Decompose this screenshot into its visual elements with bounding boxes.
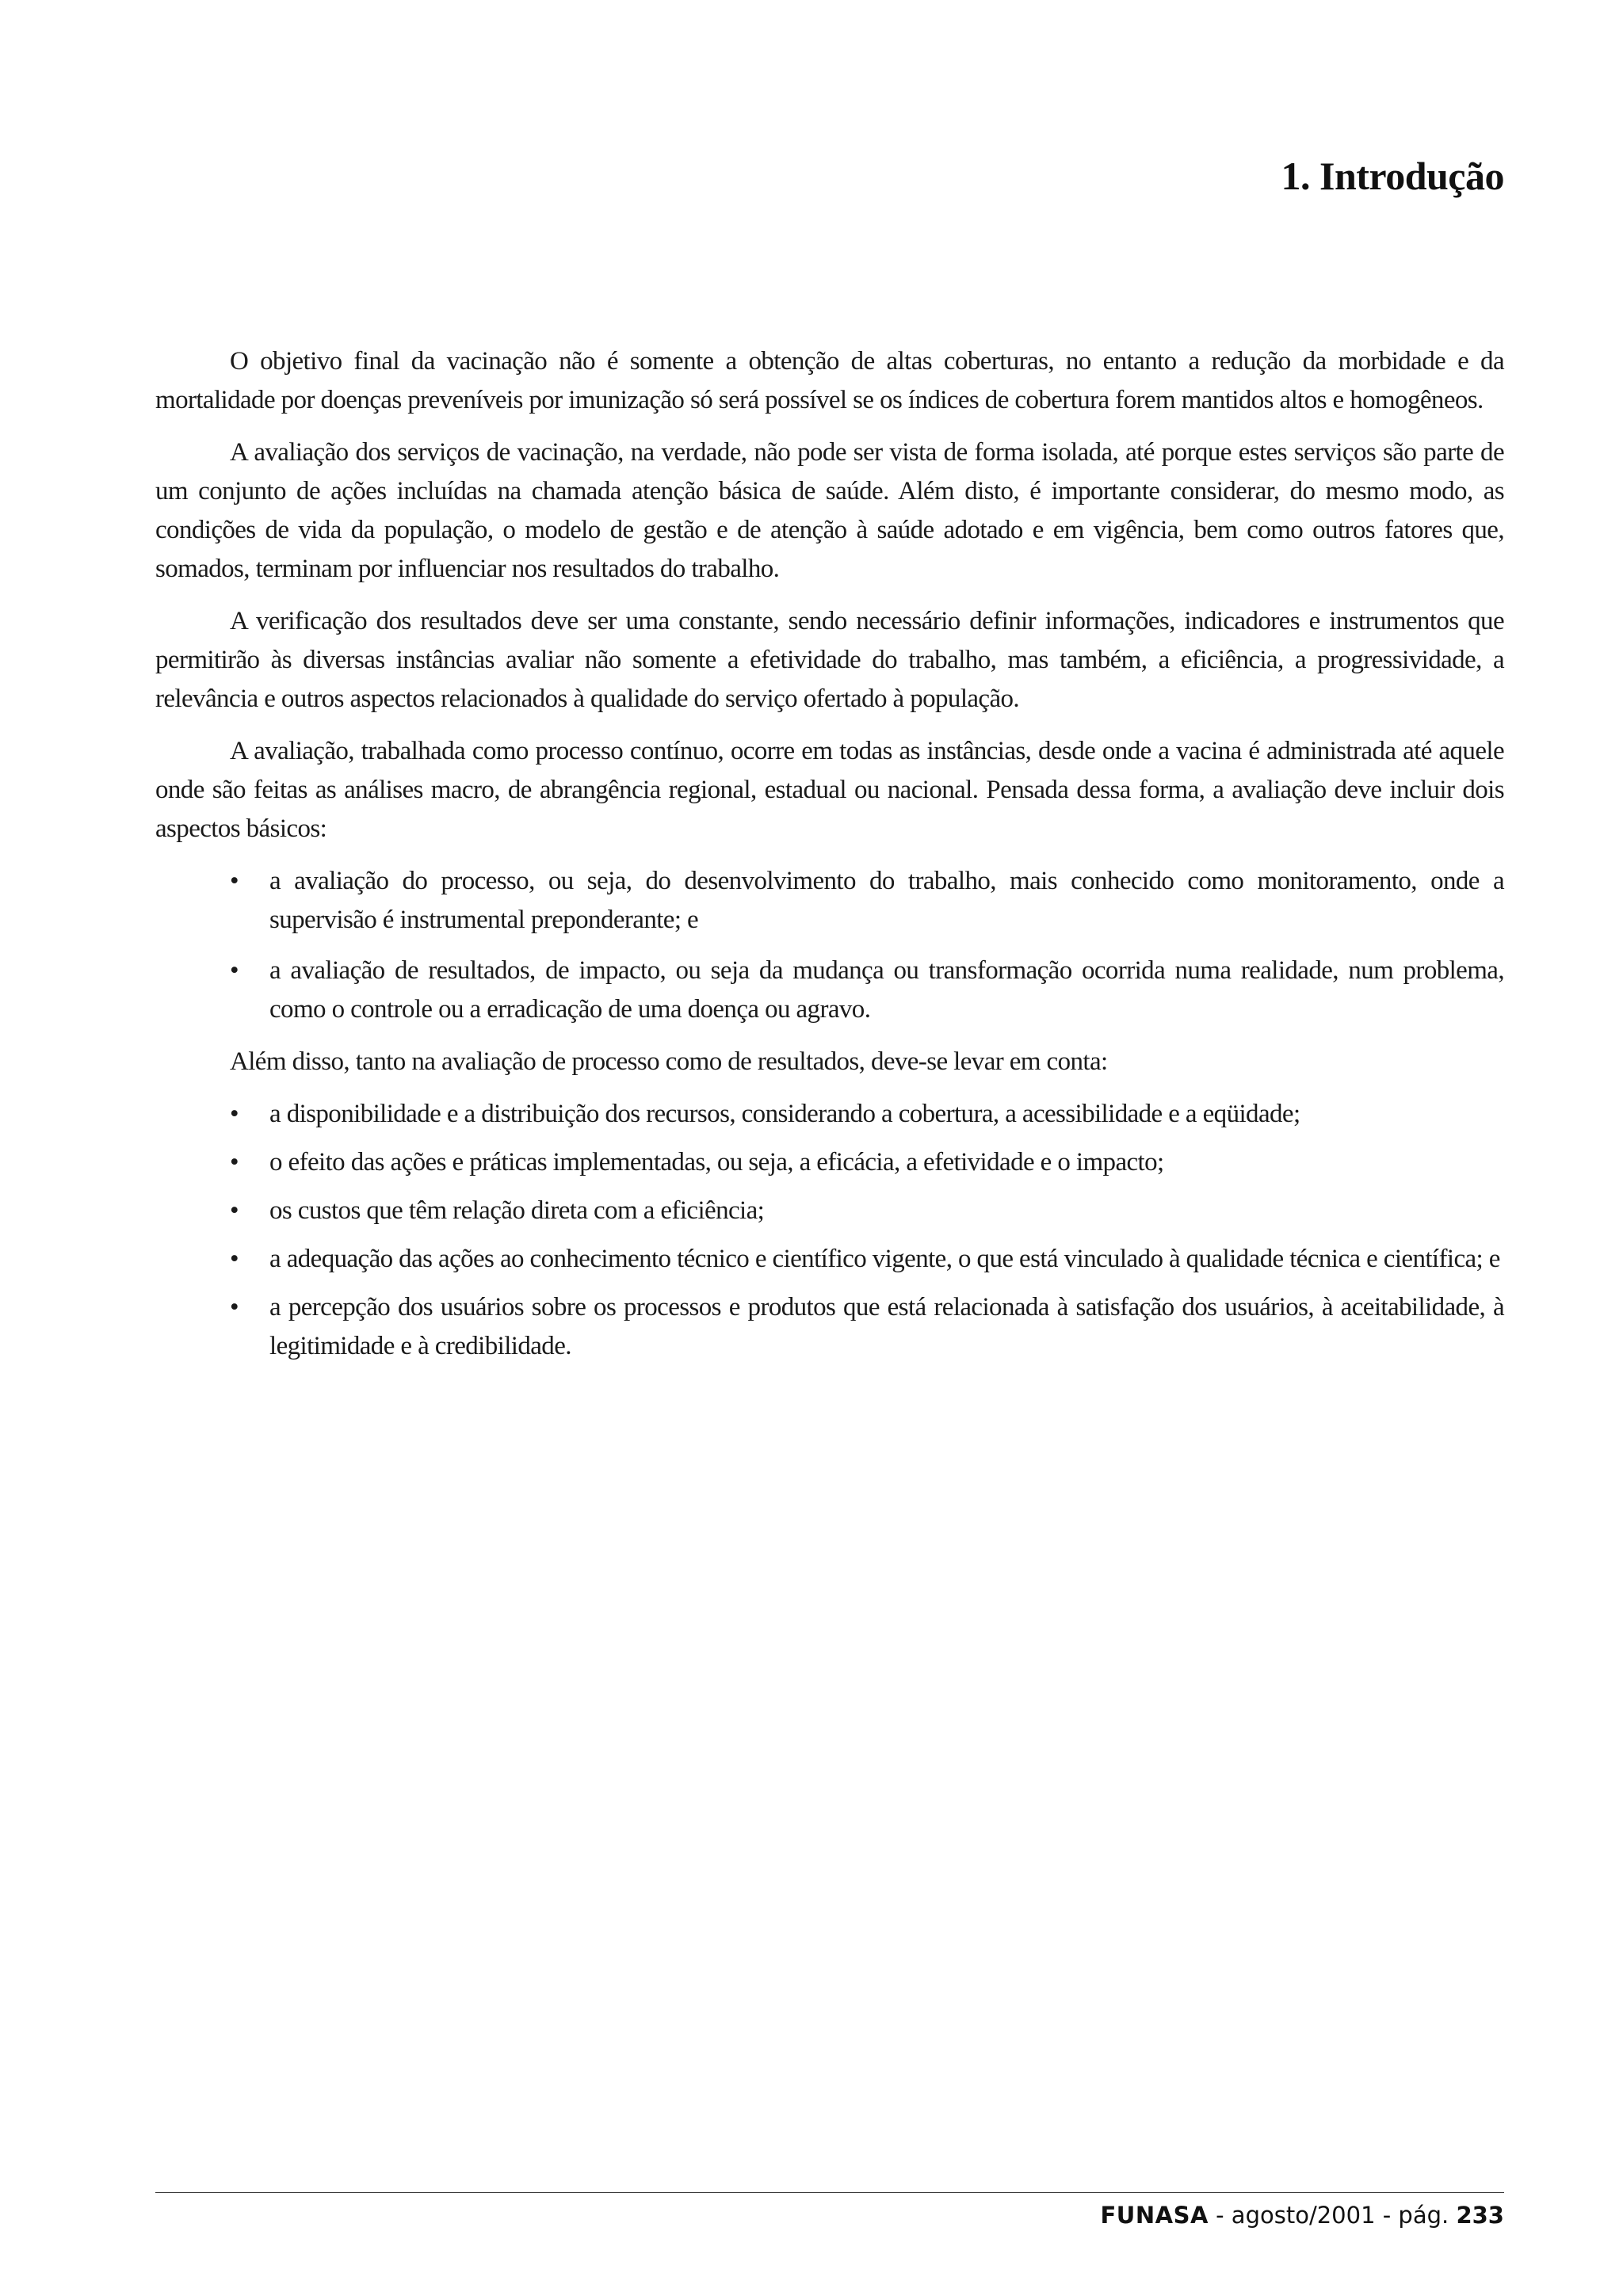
list-item-text: a adequação das ações ao conhecimento técnico e científico vigente, o que está vinculado à qualidade técnica e científica; e [269, 1245, 1500, 1273]
footer-divider [155, 2192, 1504, 2193]
list-item [155, 1288, 1504, 1366]
list-item [155, 1192, 1504, 1230]
list-item-text: a avaliação de resultados, de impacto, ou seja da mudança ou transformação ocorrida numa realidade, num problema, como o controle ou a erradicação de uma doença ou agravo. [269, 956, 1504, 1024]
paragraph-continuous-process: A avaliação, trabalhada como processo contínuo, ocorre em todas as instâncias, desde onde a vacina é administrada até aquele onde são feitas as análises macro, de abrangência regional, estadual ou nacional. Pensada dessa forma, a avaliação deve incluir dois aspectos básicos: [155, 737, 1504, 843]
bullet-glyph: • [230, 1293, 239, 1322]
list-item-text: a disponibilidade e a distribuição dos recursos, considerando a cobertura, a acessibilidade e a eqüidade; [269, 1100, 1300, 1128]
main-content [155, 342, 1504, 1379]
list-item-text: a percepção dos usuários sobre os processos e produtos que está relacionada à satisfação dos usuários, à aceitabilidade, à legitimidade e à credibilidade. [269, 1293, 1504, 1360]
basic-aspects-list [155, 862, 1504, 1029]
page-number: 233 [1456, 2202, 1504, 2229]
page-title: 1. Introdução [1281, 154, 1504, 198]
bullet-glyph: • [230, 1100, 239, 1128]
list-item-text: os custos que têm relação direta com a eficiência; [269, 1196, 765, 1225]
list-item [155, 1095, 1504, 1134]
footer-date: - agosto/2001 - pág. [1208, 2202, 1457, 2229]
bullet-glyph: • [230, 1196, 239, 1225]
bullet-glyph: • [230, 956, 239, 985]
considerations-list [155, 1095, 1504, 1366]
footer-brand: FUNASA [1100, 2202, 1209, 2229]
paragraph-considerations: Além disso, tanto na avaliação de processo como de resultados, deve-se levar em conta: [230, 1047, 1108, 1076]
bullet-glyph: • [230, 1148, 239, 1177]
list-item-text: a avaliação do processo, ou seja, do desenvolvimento do trabalho, mais conhecido como monitoramento, onde a supervisão é instrumental preponderante; e [269, 867, 1504, 934]
bullet-glyph: • [230, 867, 239, 895]
bullet-glyph: • [230, 1245, 239, 1273]
list-item [155, 862, 1504, 940]
list-item [155, 952, 1504, 1029]
list-item [155, 1143, 1504, 1182]
paragraph-results-verification: A verificação dos resultados deve ser uma constante, sendo necessário definir informações, indicadores e instrumentos que permitirão às diversas instâncias avaliar não somente a efetividade do trabalho, mas também, a eficiência, a progressividade, a relevância e outros aspectos relacionados à qualidade do serviço ofertado à população. [155, 607, 1504, 713]
list-item [155, 1240, 1504, 1279]
paragraph-objective: O objetivo final da vacinação não é somente a obtenção de altas coberturas, no entanto a redução da morbidade e da mortalidade por doenças preveníveis por imunização só será possível se os índices de cobertura forem mantidos altos e homogêneos. [155, 347, 1504, 414]
paragraph-services-evaluation: A avaliação dos serviços de vacinação, na verdade, não pode ser vista de forma isolada, até porque estes serviços são parte de um conjunto de ações incluídas na chamada atenção básica de saúde. Além disto, é importante considerar, do mesmo modo, as condições de vida da população, o modelo de gestão e de atenção à saúde adotado e em vigência, bem como outros fatores que, somados, terminam por influenciar nos resultados do trabalho. [155, 438, 1504, 583]
page-footer [1101, 2199, 1505, 2231]
list-item-text: o efeito das ações e práticas implementadas, ou seja, a eficácia, a efetividade e o impacto; [269, 1148, 1164, 1177]
